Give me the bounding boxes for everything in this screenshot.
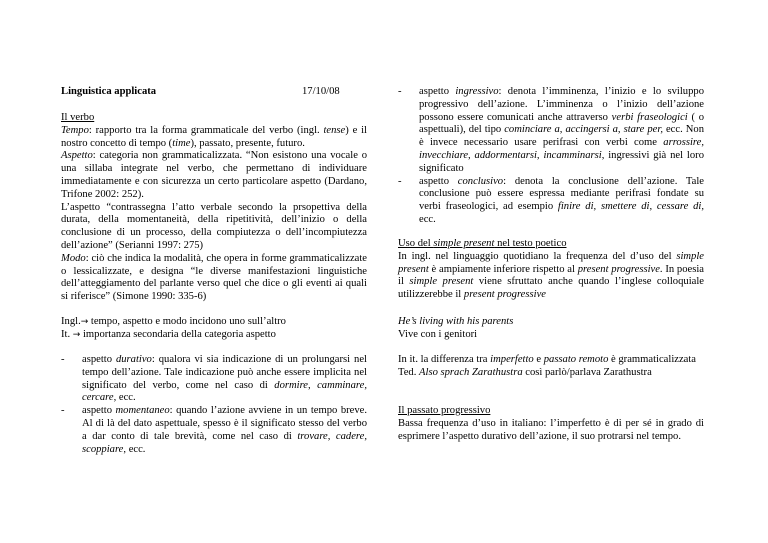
aspect-list-left: [61, 354, 367, 456]
list-item-ingressivo: - aspetto ingressivo: denota l’imminenza, l’inizio e lo sviluppo progressivo dell’azione. L’imminenza o l’inizio dell’azione possono essere comunicati anche attraverso verbi fraseologici ( o aspettuali), del tipo cominciare a, accingersi a, stare per, ecc. Non è invece necessario usare perifrasi con verbi come arrossire, invecchiare, addormentarsi, incamminarsi, ingressivi già nel loro significato: [398, 86, 705, 174]
course-title: Linguistica applicata: [61, 86, 157, 97]
lecture-date: 17/10/08: [302, 86, 340, 97]
verb-section: [61, 112, 367, 304]
it-line: It. → importanza secondaria della categoria aspetto: [61, 328, 276, 340]
imperfetto-paragraph: In it. la differenza tra imperfetto e passato remoto è grammaticalizzata: [398, 354, 697, 365]
example-english: He’s living with his parents: [398, 316, 514, 327]
passato-section: [398, 405, 704, 443]
list-item-durativo: - aspetto durativo: qualora vi sia indicazione di un prolungarsi nel tempo dell’azione. Tale indicazione può anche essere implicita nel significato del verbo, come nel caso di dormire, camminare, cercare, ecc.: [61, 354, 367, 404]
quote-paragraph: L’aspetto “contrassegna l’atto verbale secondo la prsopettiva della durata, della momentaneità, della ripetitività, dell’inizio o della conclusione di un processo, della compiutezza o dell’incompiutezza dell’azione” (Serianni 1997: 275): [61, 201, 367, 251]
right-arrow-icon: →: [80, 317, 89, 327]
section-heading-passato: Il passato progressivo: [398, 405, 491, 416]
list-item-momentaneo: - aspetto momentaneo: quando l’azione avviene in un tempo breve. Al di là del dato aspettuale, spesso è il significato stesso del verbo a dar conto di tale brevità, come nel caso di trovare, cadere, scoppiare, ecc.: [61, 405, 367, 455]
aspect-list-right: [398, 86, 704, 227]
example-italian: Vive con i genitori: [398, 328, 478, 340]
modo-paragraph: Modo: ciò che indica la modalità, che opera in forme grammaticalizzate o lessicalizzate, e designa “le diverse manifestazioni linguistiche dell’atteggiamento del parlante verso quel che dice o gli eventi ai quali si riferisce” (Simone 1990: 335-6): [61, 252, 367, 303]
tempo-paragraph: Tempo: rapporto tra la forma grammaticale del verbo (ingl. tense) e il nostro concetto di tempo (time), passato, presente, futuro.: [61, 124, 367, 149]
simple-present-paragraph: In ingl. nel linguaggio quotidiano la frequenza del d’uso del simple present è ampiamente inferiore rispetto al present progressive. In poesia il simple present viene sfruttato anche quando l’inglese colloquiale utilizzerebbe il present progressive: [398, 250, 704, 301]
zarathustra-line: Ted. Also sprach Zarathustra così parlò/parlava Zarathustra: [398, 366, 652, 378]
passato-paragraph: Bassa frequenza d’uso in italiano: l’imperfetto è di per sé in grado di esprimere l’aspetto durativo dell’azione, il suo protrarsi nel tempo.: [398, 417, 704, 442]
simple-present-section: [398, 238, 704, 302]
imperfetto-section: [398, 354, 704, 380]
example-block: [398, 316, 704, 342]
page-header: [61, 86, 367, 99]
language-comparison: [61, 316, 367, 342]
section-heading-verbo: Il verbo: [61, 112, 95, 123]
ingl-line: Ingl.→ tempo, aspetto e modo incidono uno sull’altro: [61, 316, 286, 327]
aspetto-paragraph: Aspetto: categoria non grammaticalizzata. “Non esistono una vocale o una sillaba integrate nel verbo, che permettano di individuare immediatamente e con sicurezza un certo particolare aspetto (Dardano, Trifone 2002: 252).: [61, 150, 367, 200]
right-arrow-icon: →: [72, 329, 81, 340]
list-item-conclusivo: - aspetto conclusivo: denota la conclusione dell’azione. Tale conclusione può essere espressa mediante perifrasi fondate su verbi fraseologici, ad esempio finire di, smettere di, cessare di, ecc.: [398, 175, 705, 225]
section-heading-simple-present: Uso del simple present nel testo poetico: [398, 238, 567, 249]
